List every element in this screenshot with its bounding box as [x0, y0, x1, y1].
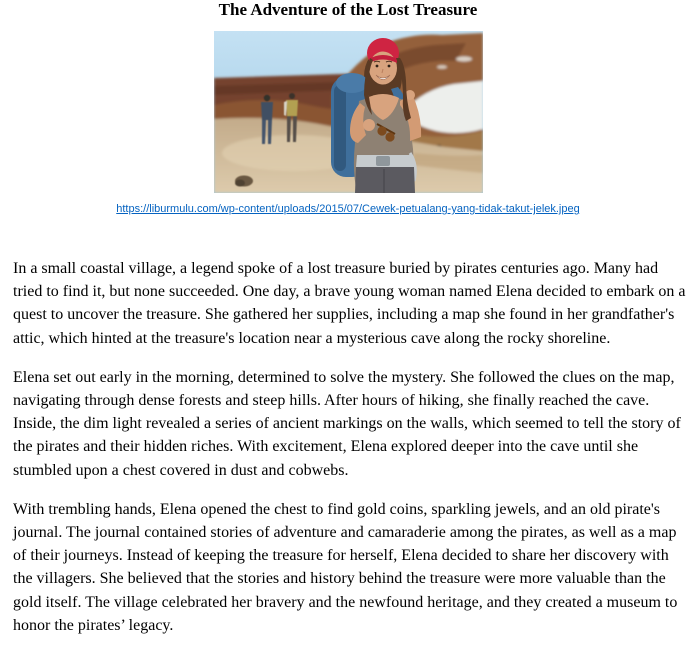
backpack-top [336, 73, 368, 93]
woman-eye-left [375, 65, 378, 68]
woman-pants [355, 167, 415, 193]
image-source-row [0, 201, 696, 216]
desert-bush [235, 176, 253, 187]
article-photo [214, 31, 483, 193]
image-source-link[interactable]: https://liburmulu.com/wp-content/uploads/2015/07/Cewek-petualang-yang-tidak-takut-jelek.jpeg [116, 203, 580, 215]
story-paragraph-2: Elena set out early in the morning, determined to solve the mystery. She followed the clues on the map, navigating through dense forests and steep hills. After hours of hiking, she finally reached the cave. Inside, the dim light revealed a series of ancient markings on the walls, which seemed to tell the story of the pirates and their hidden riches. With excitement, Elena explored deeper into the cave until she stumbled upon a chest covered in dust and cobwebs. [13, 368, 681, 479]
story-paragraph-3: With trembling hands, Elena opened the chest to find gold coins, sparkling jewels, and an old pirate's journal. The journal contained stories of adventure and camaraderie among the pirates, as well as a map of their journeys. Instead of keeping the treasure for herself, Elena decided to share her discovery with the villagers. She believed that the stories and history behind the treasure were more valuable than the gold itself. The village celebrated her bravery and the newfound heritage, and they created a museum to honor the pirates’ legacy. [13, 500, 678, 634]
backpack-shadow [334, 85, 346, 171]
story-paragraph-1: In a small coastal village, a legend spoke of a lost treasure buried by pirates centuries ago. Many had tried to find it, but none succeeded. One day, a brave young woman named Elena decided to embark on a quest to uncover the treasure. She gathered her supplies, including a map she found in her grandfather's attic, which hinted at the treasure's location near a mysterious cave along the rocky shoreline. [13, 260, 686, 347]
snow-speck-2 [437, 65, 447, 69]
belt-buckle [376, 156, 390, 166]
woman-fist [363, 119, 375, 131]
document-title: The Adventure of the Lost Treasure [218, 0, 478, 19]
woman-eye-right [387, 65, 390, 68]
snow-speck-1 [456, 57, 472, 62]
article-photo-container [0, 31, 696, 193]
